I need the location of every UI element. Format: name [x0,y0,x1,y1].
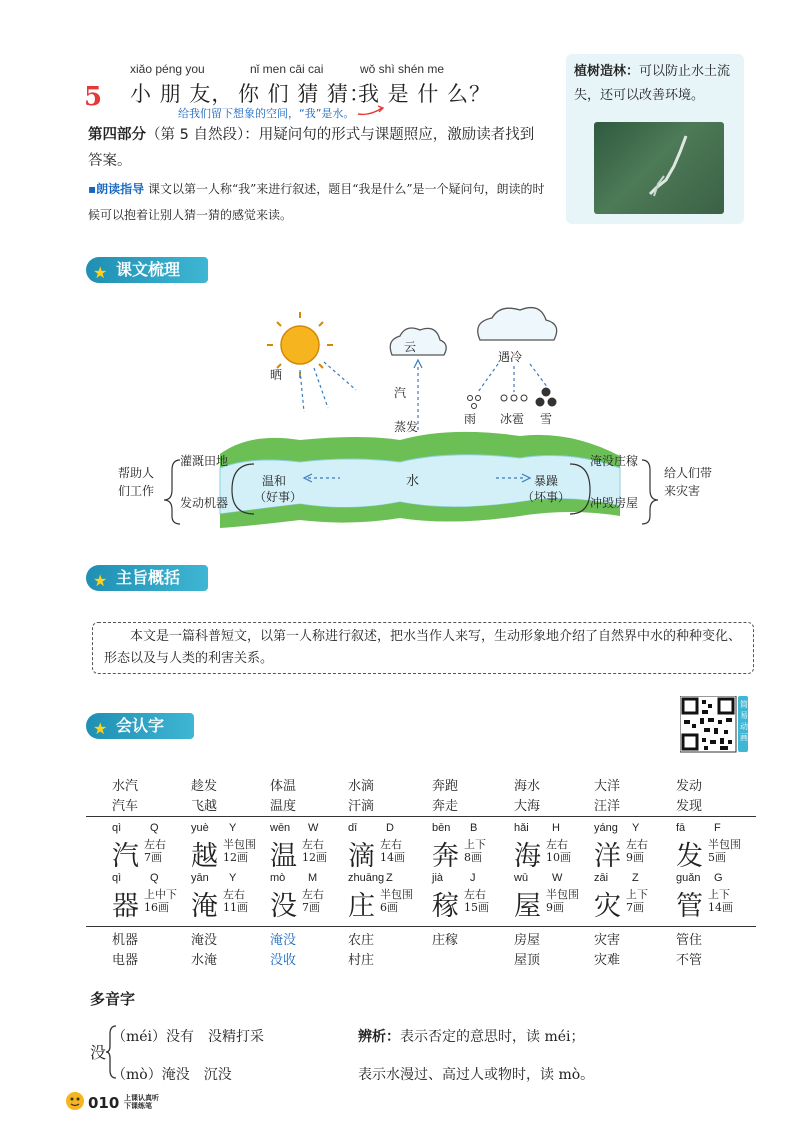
help-label-1: 帮助人 [118,466,155,480]
char-card [514,822,598,874]
char-pinyin: wēn [270,822,291,834]
char-structure-type: 上下 [464,838,486,851]
star-icon: ★ [93,719,108,738]
harm-label-1: 给人们带 [664,466,713,480]
word-top-0-1: 汽车 [112,799,139,814]
char-stroke-count: 10画 [546,851,571,864]
word-bottom-2-0: 淹没 [270,933,297,948]
word-bottom-3-0: 农庄 [348,933,375,948]
char-structure-type: 半包围 [546,888,579,901]
char-structure-type: 半包围 [708,838,741,851]
mascot-icon [64,1090,86,1112]
char-capital-letter: W [308,822,319,834]
char-glyph: 奔 [432,841,459,872]
char-glyph: 汽 [112,841,139,872]
char-capital-letter: Q [150,822,159,834]
harm-label-2: 来灾害 [664,484,701,498]
char-capital-letter: W [552,872,563,884]
star-icon: ★ [93,263,108,282]
side-note-label: 植树造林： [574,64,640,79]
char-stroke-count: 15画 [464,901,489,914]
word-top-4-1: 奔走 [432,799,459,814]
char-pinyin: qì [112,872,122,884]
guide-bullet-icon: ▪ [88,182,97,196]
vapor-label: 汽 [394,386,407,400]
pinyin-3: wǒ shì shén me [360,62,445,76]
word-bottom-7-1: 不管 [676,953,703,968]
reading-guide-label: ▪朗读指导 [88,182,145,196]
char-structure-type: 左右 [464,888,486,901]
char-card [112,822,196,874]
forest-photo [594,122,724,214]
char-stroke-count: 9画 [546,901,564,914]
char-card [112,872,196,924]
char-structure [223,838,256,864]
word-top-5-0: 海水 [514,779,541,794]
char-structure [708,888,733,914]
char-pinyin: yān [191,872,209,884]
char-structure [464,838,486,864]
char-pinyin: bēn [432,822,451,834]
char-structure-type: 左右 [223,888,245,901]
char-structure [380,838,405,864]
divider-top [86,816,756,817]
char-pinyin: yuè [191,822,209,834]
word-bottom-5-1: 屋顶 [514,953,541,968]
rain-icon [468,396,481,409]
reading-guide-text: 课文以第一人称“我”来进行叙述，题目“我是什么”是一个疑问句，朗读的时候可以抱着让别人猜一猜的感觉来读。 [88,182,545,222]
word-top-1-1: 飞越 [191,799,218,814]
star-icon: ★ [93,571,108,590]
char-stroke-count: 7画 [144,851,162,864]
char-structure [223,888,248,914]
char-structure [626,888,648,914]
char-card [191,872,275,924]
char-capital-letter: Q [150,872,159,884]
char-capital-letter: Y [229,872,237,884]
char-glyph: 洋 [594,841,621,872]
title-part-2: 你 们 猜 猜： [238,82,372,106]
char-structure-type: 左右 [302,838,324,851]
char-structure-type: 半包围 [380,888,413,901]
rain-label: 雨 [464,412,477,426]
char-pinyin: yáng [594,822,618,834]
char-glyph: 温 [270,841,297,872]
char-pinyin: wū [514,872,529,884]
char-glyph: 器 [112,891,139,922]
snow-icon [536,388,557,407]
word-bottom-2-1: 没收 [270,953,297,968]
pinyin-1: xiǎo péng you [130,62,205,76]
char-card [676,872,760,924]
qr-code-icon[interactable] [680,696,748,758]
char-card [270,872,354,924]
char-structure [302,838,327,864]
part-four-text: ：用疑问句的形式与课题照应，激励读者找到答案。 [88,127,535,169]
char-glyph: 发 [676,841,703,872]
char-stroke-count: 6画 [380,901,398,914]
char-card [594,872,678,924]
word-top-4-0: 奔跑 [432,779,459,794]
char-capital-letter: J [470,872,476,884]
word-bottom-0-0: 机器 [112,933,139,948]
footer-tag: 上课认真听 下课练笔 [124,1094,159,1110]
char-stroke-count: 8画 [464,851,482,864]
hail-icon [501,395,527,401]
cloud-label: 云 [404,340,417,354]
char-capital-letter: Z [632,872,639,884]
char-pinyin: fā [676,822,686,834]
word-top-2-0: 体温 [270,779,297,794]
char-stroke-count: 14画 [708,901,733,914]
char-glyph: 淹 [191,891,218,922]
char-glyph: 屋 [514,891,541,922]
char-card [514,872,598,924]
word-top-3-0: 水滴 [348,779,375,794]
char-structure-type: 左右 [626,838,648,851]
char-structure [380,888,413,914]
char-capital-letter: Z [386,872,393,884]
qr-tag: 简易动画 [740,700,748,742]
word-bottom-6-1: 灾难 [594,953,621,968]
polyphone-char: 没 [90,1043,107,1062]
flood-crops-label: 淹没庄稼 [590,454,639,468]
word-bottom-5-0: 房屋 [514,933,541,948]
char-stroke-count: 11画 [223,901,248,914]
bad-thing-label: （坏事） [522,490,571,504]
water-label: 水 [406,474,420,489]
char-card [270,822,354,874]
polyphone-analysis-1: 辨析：表示否定的意思时，读 méi； [358,1029,585,1045]
char-capital-letter: Y [229,822,237,834]
char-pinyin: jià [432,872,444,884]
polyphone-analysis-2: 表示水漫过、高过人或物时，读 mò。 [358,1067,595,1083]
word-top-6-1: 汪洋 [594,799,621,814]
violent-label: 暴躁 [534,474,559,488]
char-stroke-count: 5画 [708,851,726,864]
part-four-label: 第四部分 [88,127,146,143]
mild-label: 温和 [262,474,287,488]
sun-label: 晒 [270,368,283,382]
char-glyph: 庄 [348,891,375,922]
hail-label: 冰雹 [500,412,525,426]
part-four-paren: （第 5 自然段） [146,127,245,143]
char-glyph: 滴 [348,841,375,872]
char-structure [546,838,571,864]
char-card [432,822,516,874]
section-header-outline: ★ 课文梳理 [86,257,208,283]
char-structure-type: 左右 [144,838,166,851]
polyphone-mo: （mò）淹没 沉没 [112,1067,232,1083]
char-glyph: 管 [676,891,703,922]
good-thing-label: （好事） [254,490,303,504]
char-card [348,872,432,924]
char-glyph: 稼 [432,891,459,922]
char-stroke-count: 12画 [223,851,248,864]
irrigate-label: 灌溉田地 [180,454,229,468]
drive-machine-label: 发动机器 [180,496,229,510]
word-bottom-3-1: 村庄 [348,953,375,968]
title-part-3: 我 是 什 么？ [358,82,492,106]
char-structure-type: 左右 [302,888,324,901]
char-capital-letter: D [386,822,394,834]
lesson-number: 5 [84,82,103,112]
word-bottom-0-1: 电器 [112,953,139,968]
char-capital-letter: Y [632,822,640,834]
char-glyph: 海 [514,841,541,872]
char-structure-type: 左右 [380,838,402,851]
page-number: 010 [88,1094,120,1112]
char-pinyin: dī [348,822,358,834]
char-capital-letter: H [552,822,560,834]
char-capital-letter: G [714,872,723,884]
char-capital-letter: M [308,872,318,884]
char-stroke-count: 9画 [626,851,644,864]
char-stroke-count: 12画 [302,851,327,864]
char-structure [626,838,648,864]
char-structure [464,888,489,914]
char-stroke-count: 7画 [626,901,644,914]
divider-bottom [86,926,756,927]
char-stroke-count: 14画 [380,851,405,864]
char-capital-letter: F [714,822,721,834]
char-structure [708,838,741,864]
char-pinyin: hǎi [514,822,529,834]
char-structure-type: 半包围 [223,838,256,851]
word-top-7-1: 发现 [676,799,703,814]
char-card [191,822,275,874]
polyphone-mei: （méi）没有 没精打采 [112,1029,265,1045]
cold-cloud-icon [478,308,557,340]
char-pinyin: qì [112,822,122,834]
polyphone-title: 多音字 [90,990,136,1008]
char-capital-letter: B [470,822,478,834]
analysis-label: 辨析： [358,1029,400,1045]
title-annotation: 给我们留下想象的空间，“我”是水。 [178,107,355,120]
word-top-7-0: 发动 [676,779,703,794]
char-pinyin: zāi [594,872,609,884]
pinyin-2: nǐ men cāi cai [250,62,324,76]
section-header-summary: ★ 主旨概括 [86,565,208,591]
char-card [594,822,678,874]
char-stroke-count: 7画 [302,901,320,914]
snow-label: 雪 [540,412,553,426]
char-structure [302,888,324,914]
char-card [432,872,516,924]
char-pinyin: zhuāng [348,872,385,884]
evaporate-label: 蒸发 [394,420,419,434]
word-top-2-1: 温度 [270,799,297,814]
forest-photo-image [594,122,724,214]
word-bottom-4-0: 庄稼 [432,933,459,948]
cloud-icon [390,328,446,355]
word-bottom-6-0: 灾害 [594,933,621,948]
char-glyph: 灾 [594,891,621,922]
char-structure [144,888,177,914]
help-label-2: 们工作 [118,484,155,498]
word-top-0-0: 水汽 [112,779,139,794]
char-structure-type: 上下 [708,888,730,901]
char-structure-type: 上下 [626,888,648,901]
char-card [676,822,760,874]
word-top-5-1: 大海 [514,799,541,814]
reading-guide [88,176,548,228]
title-part-1: 小 朋 友， [130,82,234,106]
cold-label: 遇冷 [498,350,523,364]
char-pinyin: guǎn [676,872,701,884]
char-card [348,822,432,874]
section-header-characters: ★ 会认字 [86,713,194,739]
char-structure [546,888,579,914]
char-stroke-count: 16画 [144,901,169,914]
word-top-6-0: 大洋 [594,779,621,794]
destroy-houses-label: 冲毁房屋 [590,496,639,510]
side-note-text: 植树造林：可以防止水土流失，还可以改善环境。 [574,64,731,103]
part-four-description [88,122,548,174]
char-structure-type: 上中下 [144,888,177,901]
word-bottom-7-0: 管住 [676,933,703,948]
annotation-arrow-icon [356,104,386,118]
word-bottom-1-1: 水淹 [191,953,218,968]
summary-text: 本文是一篇科普短文，以第一人称进行叙述，把水当作人来写，生动形象地介绍了自然界中水的种种变化、形态以及与人类的利害关系。 [104,629,742,666]
char-glyph: 没 [270,891,297,922]
word-top-1-0: 趁发 [191,779,218,794]
word-bottom-1-0: 淹没 [191,933,218,948]
char-pinyin: mò [270,872,286,884]
word-top-3-1: 汗滴 [348,799,375,814]
char-structure-type: 左右 [546,838,568,851]
char-structure [144,838,166,864]
char-glyph: 越 [191,841,218,872]
